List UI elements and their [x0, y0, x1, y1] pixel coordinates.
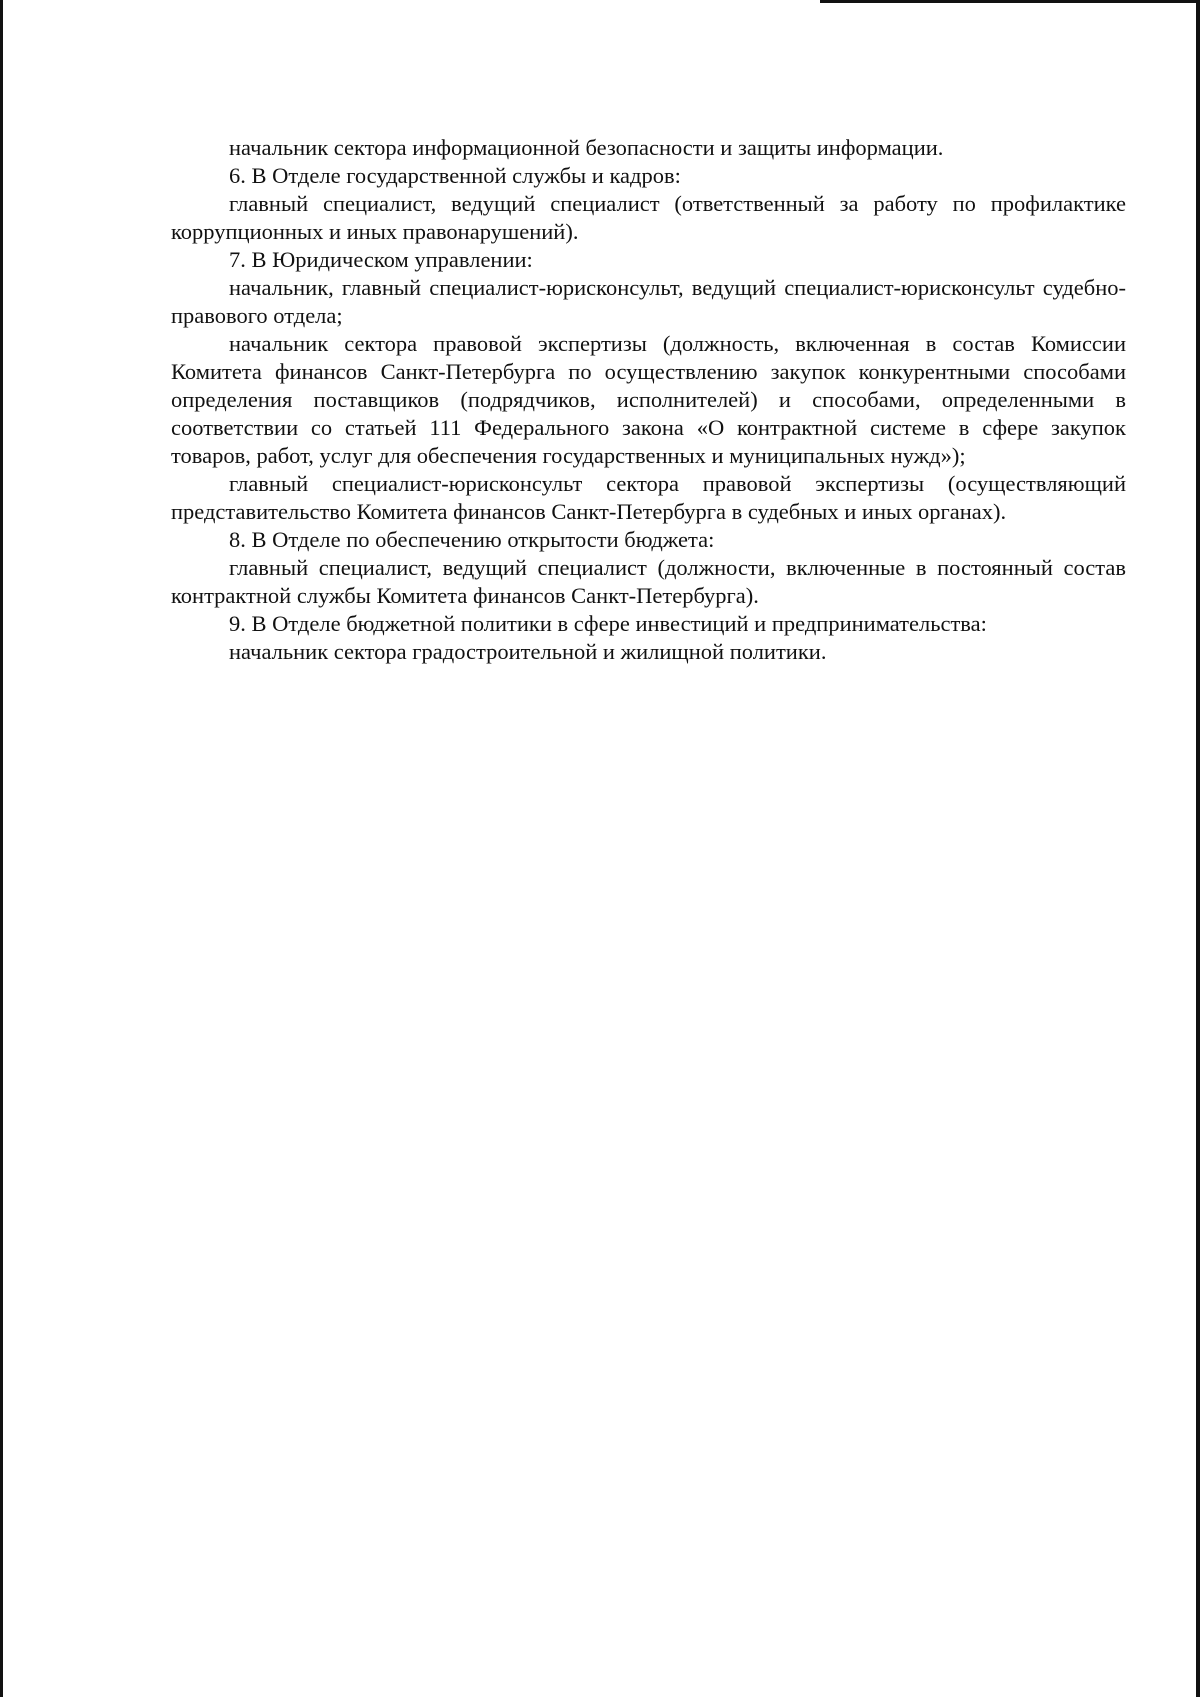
paragraph-item-9-heading: 9. В Отделе бюджетной политики в сфере инвестиций и предпринимательства:: [229, 611, 987, 636]
paragraph-item-6-heading: 6. В Отделе государственной службы и кадров:: [229, 163, 681, 188]
scan-border-top: [820, 0, 1200, 3]
paragraph-item-7-legal-expertise-head: начальник сектора правовой экспертизы (должность, включенная в состав Комиссии Комитета финансов Санкт-Петербурга по осуществлению закупок конкурентными способами определения поставщиков (подрядчиков, исполнителей) и способами, определенными в соответствии со статьей 111 Федерального закона «О контрактной системе в сфере закупок товаров, работ, услуг для обеспечения государственных и муниципальных нужд»);: [171, 331, 1126, 468]
paragraph-item-6-positions: главный специалист, ведущий специалист (ответственный за работу по профилактике коррупционных и иных правонарушений).: [171, 191, 1126, 244]
document-body: [171, 134, 1126, 666]
scan-border-left: [0, 0, 3, 1697]
paragraph-item-8-heading: 8. В Отделе по обеспечению открытости бюджета:: [229, 527, 715, 552]
scan-border-right: [1196, 0, 1200, 1697]
paragraph-item-7-legal-expertise-specialist: главный специалист-юрисконсульт сектора правовой экспертизы (осуществляющий представительство Комитета финансов Санкт-Петербурга в судебных и иных органах).: [171, 471, 1126, 524]
paragraph-item-9-positions: начальник сектора градостроительной и жилищной политики.: [229, 639, 827, 664]
paragraph-item-7-judicial-dept: начальник, главный специалист-юрисконсульт, ведущий специалист-юрисконсульт судебно-правового отдела;: [171, 275, 1126, 328]
paragraph-item-7-heading: 7. В Юридическом управлении:: [229, 247, 533, 272]
paragraph-item-8-positions: главный специалист, ведущий специалист (должности, включенные в постоянный состав контрактной службы Комитета финансов Санкт-Петербурга).: [171, 555, 1126, 608]
paragraph-sector-infosec: начальник сектора информационной безопасности и защиты информации.: [229, 135, 944, 160]
